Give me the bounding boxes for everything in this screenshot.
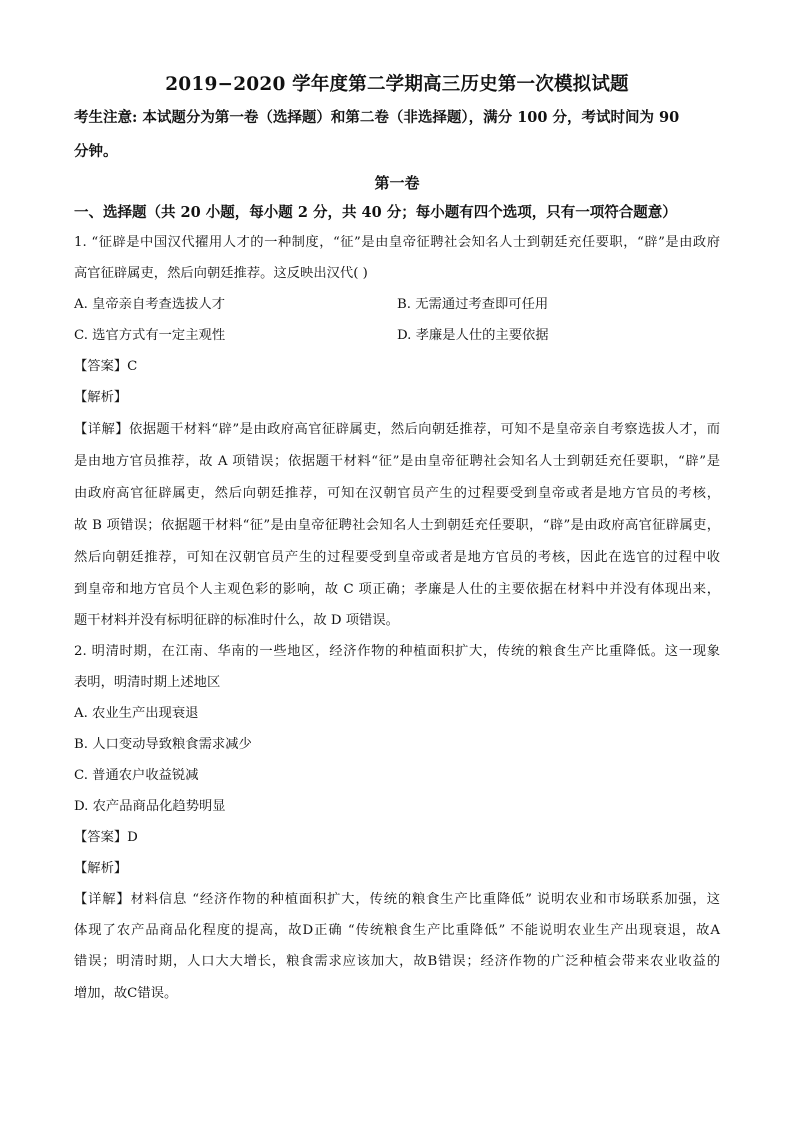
volume-heading: 第一卷	[374, 174, 420, 192]
q2-option-b: B. 人口变动导致粮食需求减少	[74, 737, 252, 752]
q1-option-c: C. 选官方式有一定主观性	[74, 328, 226, 343]
q2-option-d: D. 农产品商品化趋势明显	[74, 799, 226, 814]
q1-detail-line: 到皇帝和地方官员个人主观色彩的影响，故 C 项正确；孝廉是人仕的主要依据在材料中并没有体现出来，	[74, 582, 720, 597]
q2-answer: 【答案】D	[74, 830, 138, 845]
notice-line-2: 分钟。	[74, 143, 118, 160]
q2-stem-line-2: 表明，明清时期上述地区	[74, 675, 221, 690]
q1-answer: 【答案】C	[74, 359, 138, 374]
q1-detail-line: 故 B 项错误；依据题干材料“征”是由皇帝征聘社会知名人士到朝廷充任要职，“辟”是由政府高官征辟属吏，	[74, 518, 720, 533]
q1-detail-line: 由政府高官征辟属吏，然后向朝廷推荐，可知在汉朝官员产生的过程要受到皇帝或者是地方官员的考核，	[74, 486, 720, 501]
q1-stem-line-1: 1. “征辟是中国汉代擢用人才的一种制度，“征”是由皇帝征聘社会知名人士到朝廷充任要职，“辟”是由政府	[74, 235, 720, 250]
q2-detail-line: 增加，故C错误。	[74, 986, 178, 1001]
q2-analysis-label: 【解析】	[74, 861, 128, 876]
q1-analysis-label: 【解析】	[74, 390, 128, 405]
page-title: 2019−2020 学年度第二学期高三历史第一次模拟试题	[165, 74, 629, 95]
section-heading: 一、选择题（共 20 小题，每小题 2 分，共 40 分；每小题有四个选项，只有一项符合题意）	[74, 204, 677, 221]
q2-detail-line: 体现了农产品商品化程度的提高，故D正确 “传统粮食生产比重降低” 不能说明农业生产出现衰退，故A	[74, 923, 720, 938]
q2-detail-line: 【详解】材料信息 “经济作物的种植面积扩大，传统的粮食生产比重降低” 说明农业和市场联系加强，这	[74, 892, 720, 907]
q1-option-d: D. 孝廉是人仕的主要依据	[397, 328, 549, 343]
q2-option-c: C. 普通农户收益锐减	[74, 768, 199, 783]
notice-line-1: 考生注意: 本试题分为第一卷（选择题）和第二卷（非选择题），满分 100 分，考试时间为 90	[74, 109, 680, 126]
q2-stem-line-1: 2. 明清时期，在江南、华南的一些地区，经济作物的种植面积扩大，传统的粮食生产比重降低。这一现象	[74, 644, 720, 659]
q2-option-a: A. 农业生产出现衰退	[74, 706, 199, 721]
q1-stem-line-2: 高官征辟属吏，然后向朝廷推荐。这反映出汉代( )	[74, 266, 368, 281]
q1-detail-line: 然后向朝廷推荐，可知在汉朝官员产生的过程要受到皇帝或者是地方官员的考核，因此在选官的过程中收	[74, 550, 720, 565]
q1-detail-line: 【详解】依据题干材料“辟”是由政府高官征辟属吏，然后向朝廷推荐，可知不是皇帝亲自考察选拔人才，而	[74, 422, 720, 437]
q1-detail-line: 是由地方官员推荐，故 A 项错误；依据题干材料“征”是由皇帝征聘社会知名人士到朝廷充任要职，“辟”是	[74, 454, 720, 469]
q1-option-a: A. 皇帝亲自考查选拔人才	[74, 297, 226, 312]
q1-detail-line: 题干材料并没有标明征辟的标准时什么，故 D 项错误。	[74, 613, 399, 628]
q1-option-b: B. 无需通过考查即可任用	[397, 297, 549, 312]
q2-detail-line: 错误；明清时期，人口大大增长，粮食需求应该加大，故B错误；经济作物的广泛种植会带来农业收益的	[74, 954, 720, 969]
